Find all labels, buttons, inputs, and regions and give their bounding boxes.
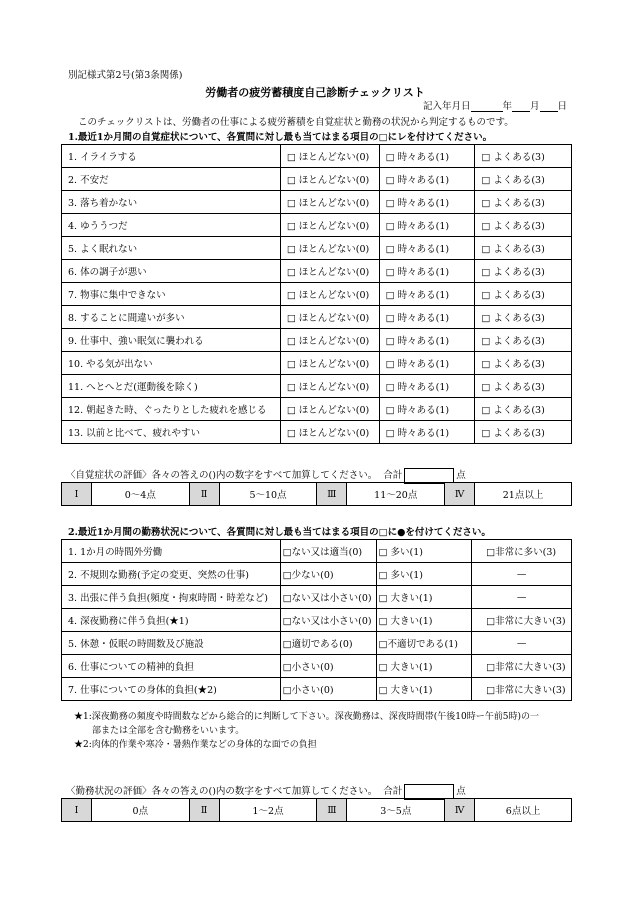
symptom-option[interactable]: □ ほとんどない(0) <box>280 168 379 191</box>
table-row <box>62 191 572 214</box>
symptom-option[interactable]: □ よくある(3) <box>475 329 572 352</box>
table-row <box>62 352 572 375</box>
grade-label: Ⅱ <box>189 799 219 822</box>
table-row <box>62 329 572 352</box>
symptom-option[interactable]: □ 時々ある(1) <box>379 306 475 329</box>
symptom-question: 11. へとへとだ(運動後を除く) <box>62 375 281 398</box>
grade-label: Ⅰ <box>62 799 92 822</box>
table-row <box>62 375 572 398</box>
work-question: 1. 1か月の時間外労働 <box>62 540 281 563</box>
table-row <box>62 632 572 655</box>
section1-heading: 1.最近1か月間の自覚症状について、各質問に対し最も当てはまる項目の□にレを付けてください。 <box>68 132 493 143</box>
eval2-table <box>61 798 572 822</box>
work-option-c[interactable]: □非常に大きい(3) <box>472 655 572 678</box>
symptom-option[interactable]: □ よくある(3) <box>475 145 572 168</box>
table-row <box>62 168 572 191</box>
symptom-option[interactable]: □ 時々ある(1) <box>379 237 475 260</box>
month-field[interactable] <box>512 100 530 112</box>
work-option-b[interactable]: □ 大きい(1) <box>376 609 472 632</box>
grade-label: Ⅲ <box>317 483 347 506</box>
symptom-option[interactable]: □ よくある(3) <box>475 283 572 306</box>
symptom-option[interactable]: □ 時々ある(1) <box>379 283 475 306</box>
intro-text: このチェックリストは、労働者の仕事による疲労蓄積を自覚症状と勤務の状況から判定するものです。 <box>78 117 514 128</box>
symptom-option[interactable]: □ ほとんどない(0) <box>280 352 379 375</box>
table-row <box>62 655 572 678</box>
work-question: 3. 出張に伴う負担(頻度・拘束時間・時差など) <box>62 586 281 609</box>
table-row <box>62 563 572 586</box>
symptom-option[interactable]: □ 時々ある(1) <box>379 375 475 398</box>
symptom-option[interactable]: □ 時々ある(1) <box>379 260 475 283</box>
table-row <box>62 678 572 701</box>
work-option-a[interactable]: □少ない(0) <box>280 563 376 586</box>
grade-label: Ⅳ <box>445 483 475 506</box>
symptom-option[interactable]: □ よくある(3) <box>475 375 572 398</box>
symptom-option[interactable]: □ ほとんどない(0) <box>280 145 379 168</box>
work-question: 5. 休憩・仮眠の時間数及び施設 <box>62 632 281 655</box>
section2-heading: 2.最近1か月間の勤務状況について、各質問に対し最も当てはまる項目の□に●を付けてください。 <box>68 527 491 538</box>
symptom-option[interactable]: □ よくある(3) <box>475 237 572 260</box>
symptom-option[interactable]: □ 時々ある(1) <box>379 329 475 352</box>
work-option-b[interactable]: □ 大きい(1) <box>376 655 472 678</box>
symptom-option[interactable]: □ ほとんどない(0) <box>280 398 379 421</box>
symptom-question: 3. 落ち着かない <box>62 191 281 214</box>
note-1b: 部または全部を含む勤務をいいます。 <box>92 726 245 736</box>
table-row <box>62 306 572 329</box>
work-option-a[interactable]: □小さい(0) <box>280 655 376 678</box>
symptom-option[interactable]: □ 時々ある(1) <box>379 191 475 214</box>
note-2: ★2:肉体的作業や寒冷・暑熱作業などの身体的な面での負担 <box>74 740 317 750</box>
work-option-a[interactable]: □小さい(0) <box>280 678 376 701</box>
symptom-option[interactable]: □ ほとんどない(0) <box>280 214 379 237</box>
symptom-option[interactable]: □ よくある(3) <box>475 191 572 214</box>
symptom-option[interactable]: □ ほとんどない(0) <box>280 421 379 444</box>
table-row <box>62 237 572 260</box>
work-option-a[interactable]: □適切である(0) <box>280 632 376 655</box>
form-reference: 別記様式第2号(第3条関係) <box>68 70 183 81</box>
symptom-option[interactable]: □ ほとんどない(0) <box>280 191 379 214</box>
symptom-option[interactable]: □ 時々ある(1) <box>379 214 475 237</box>
work-option-a[interactable]: □ない又は小さい(0) <box>280 609 376 632</box>
symptom-option[interactable]: □ ほとんどない(0) <box>280 329 379 352</box>
eval1-line: 〈自覚症状の評価〉各々の答えの()内の数字をすべて加算してください。 合計 点 <box>66 467 466 484</box>
grade-range: 0〜4点 <box>91 483 189 506</box>
grade-label: Ⅰ <box>62 483 92 506</box>
page-title: 労働者の疲労蓄積度自己診断チェックリスト <box>205 86 425 99</box>
year-field[interactable] <box>471 100 503 112</box>
table-row <box>62 214 572 237</box>
table-row <box>62 283 572 306</box>
eval2-line: 〈勤務状況の評価〉各々の答えの()内の数字をすべて加算してください。 合計 点 <box>66 783 466 800</box>
symptom-question: 2. 不安だ <box>62 168 281 191</box>
symptom-question: 12. 朝起きた時、ぐったりとした疲れを感じる <box>62 398 281 421</box>
work-option-a[interactable]: □ない又は適当(0) <box>280 540 376 563</box>
table-row <box>62 586 572 609</box>
grade-range: 0点 <box>91 799 189 822</box>
eval1-table <box>61 482 572 506</box>
work-option-b[interactable]: □ 多い(1) <box>376 540 472 563</box>
date-line: 記入年月日 年 月 日 <box>423 101 568 112</box>
note-1a: ★1:深夜勤務の頻度や時間数などから総合的に判断して下さい。深夜勤務は、深夜時間帯(午後10時ー午前5時)の一 <box>74 712 539 722</box>
symptom-option[interactable]: □ 時々ある(1) <box>379 168 475 191</box>
work-option-c[interactable]: □非常に大きい(3) <box>472 678 572 701</box>
table-row <box>62 540 572 563</box>
grade-range: 5〜10点 <box>219 483 317 506</box>
symptom-question: 10. やる気が出ない <box>62 352 281 375</box>
work-question: 2. 不規則な勤務(予定の変更、突然の仕事) <box>62 563 281 586</box>
symptom-option[interactable]: □ ほとんどない(0) <box>280 260 379 283</box>
symptom-option[interactable]: □ よくある(3) <box>475 398 572 421</box>
no-option: — <box>472 586 572 609</box>
grade-range: 11〜20点 <box>347 483 445 506</box>
symptom-option[interactable]: □ ほとんどない(0) <box>280 375 379 398</box>
table-row <box>62 421 572 444</box>
symptom-question: 6. 体の調子が悪い <box>62 260 281 283</box>
work-option-b[interactable]: □ 大きい(1) <box>376 678 472 701</box>
symptom-option[interactable]: □ ほとんどない(0) <box>280 237 379 260</box>
work-option-a[interactable]: □ない又は小さい(0) <box>280 586 376 609</box>
symptom-option[interactable]: □ 時々ある(1) <box>379 398 475 421</box>
work-option-b[interactable]: □ 大きい(1) <box>376 586 472 609</box>
work-question: 7. 仕事についての身体的負担(★2) <box>62 678 281 701</box>
symptom-option[interactable]: □ よくある(3) <box>475 260 572 283</box>
symptom-question: 7. 物事に集中できない <box>62 283 281 306</box>
symptom-option[interactable]: □ 時々ある(1) <box>379 145 475 168</box>
work-question: 6. 仕事についての精神的負担 <box>62 655 281 678</box>
work-option-b[interactable]: □不適切である(1) <box>376 632 472 655</box>
day-field[interactable] <box>540 100 558 112</box>
symptom-question: 9. 仕事中、強い眠気に襲われる <box>62 329 281 352</box>
grade-range: 21点以上 <box>475 483 572 506</box>
no-option: — <box>472 632 572 655</box>
symptom-question: 1. イライラする <box>62 145 281 168</box>
symptom-option[interactable]: □ ほとんどない(0) <box>280 306 379 329</box>
symptom-table <box>61 144 572 444</box>
grade-label: Ⅱ <box>189 483 219 506</box>
work-option-c[interactable]: □非常に大きい(3) <box>472 609 572 632</box>
symptom-option[interactable]: □ よくある(3) <box>475 421 572 444</box>
symptom-question: 5. よく眠れない <box>62 237 281 260</box>
work-question: 4. 深夜勤務に伴う負担(★1) <box>62 609 281 632</box>
no-option: — <box>472 563 572 586</box>
symptom-option[interactable]: □ ほとんどない(0) <box>280 283 379 306</box>
work-option-b[interactable]: □ 多い(1) <box>376 563 472 586</box>
symptom-question: 13. 以前と比べて、疲れやすい <box>62 421 281 444</box>
grade-range: 6点以上 <box>475 799 572 822</box>
symptom-option[interactable]: □ よくある(3) <box>475 168 572 191</box>
table-row <box>62 260 572 283</box>
table-row <box>62 609 572 632</box>
grade-label: Ⅲ <box>317 799 347 822</box>
symptom-option[interactable]: □ 時々ある(1) <box>379 421 475 444</box>
symptom-option[interactable]: □ よくある(3) <box>475 352 572 375</box>
table-row <box>62 398 572 421</box>
symptom-option[interactable]: □ 時々ある(1) <box>379 352 475 375</box>
grade-range: 3〜5点 <box>347 799 445 822</box>
symptom-question: 4. ゆううつだ <box>62 214 281 237</box>
grade-label: Ⅳ <box>445 799 475 822</box>
grade-range: 1〜2点 <box>219 799 317 822</box>
symptom-question: 8. することに間違いが多い <box>62 306 281 329</box>
symptom-option[interactable]: □ よくある(3) <box>475 306 572 329</box>
symptom-option[interactable]: □ よくある(3) <box>475 214 572 237</box>
table-row <box>62 145 572 168</box>
work-status-table <box>61 539 572 701</box>
work-option-c[interactable]: □非常に多い(3) <box>472 540 572 563</box>
